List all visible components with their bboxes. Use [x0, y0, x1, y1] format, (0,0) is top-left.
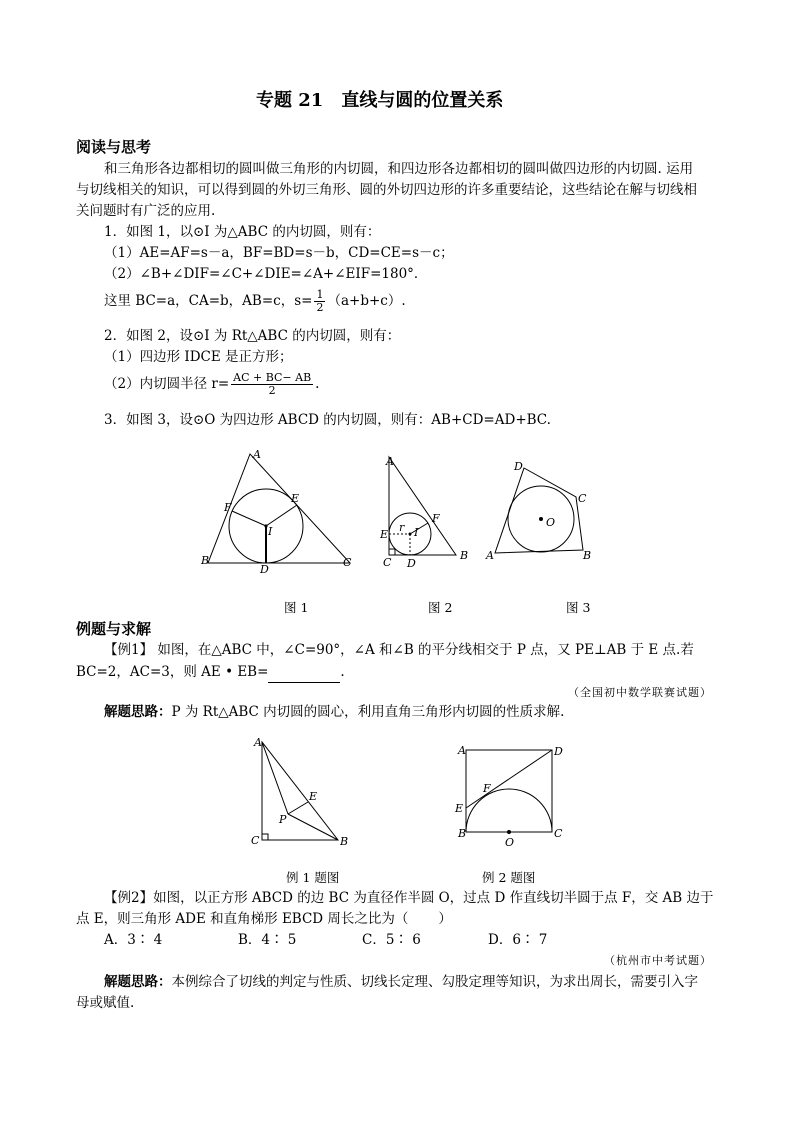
fig1-radius-f: [232, 511, 266, 526]
fig1-label-c: C: [343, 556, 352, 569]
fig3-label-o: O: [546, 516, 556, 529]
item-2-2: [104, 372, 319, 397]
fig3-label-a: A: [486, 549, 494, 562]
intro-line-2: 与切线相关的知识，可以得到圆的外切三角形、圆的外切四边形的许多重要结论，这些结论在解与切线相: [76, 182, 697, 198]
ex2-label-c: C: [554, 827, 563, 840]
fig2-triangle: [389, 457, 456, 555]
ex2-question: 点 E，则三角形 ADE 和直角梯形 EBCD 周长之比为（: [76, 911, 409, 927]
fig1-label-a: A: [253, 448, 261, 461]
ex2-square: [466, 750, 552, 832]
intro-line-1: 和三角形各边都相切的圆叫做三角形的内切圆，和四边形各边都相切的圆叫做四边形的内切圆. 运用: [104, 161, 694, 177]
ex2-hint-text: 本例综合了切线的判定与性质、切线长定理、勾股定理等知识，为求出周长，需要引入字: [171, 974, 698, 990]
item-3: 3．如图 3，设⊙O 为四边形 ABCD 的内切圆，则有：AB+CD=AD+BC.: [104, 412, 551, 428]
ex1-label-p: P: [279, 813, 287, 826]
ex2-option-c: C．5∶ 6: [362, 932, 421, 948]
fig3-label-b: B: [583, 549, 592, 562]
ex2-caption: 例 2 题图: [482, 870, 536, 885]
fig3-quadrilateral: [495, 468, 583, 553]
section-heading-examples: 例题与求解: [76, 620, 152, 638]
fraction-numerator: 1: [316, 288, 324, 301]
ex1-triangle: [262, 742, 338, 840]
ex1-question: BC=2，AC=3，则 AE • EB=: [76, 664, 269, 680]
ex1-hint: [104, 702, 564, 723]
fig2-label-d: D: [407, 557, 416, 570]
fraction-denominator: 2: [316, 301, 324, 314]
note-text-end: （a+b+c）.: [327, 293, 406, 309]
fig3-label-d: D: [514, 460, 523, 473]
fig3-center-dot: [539, 517, 543, 521]
ex1-bisector-b: [288, 814, 338, 840]
figure-1: [198, 446, 358, 576]
ex2-center-dot: [507, 830, 511, 834]
ex2-option-a: A．3∶ 4: [104, 932, 163, 948]
item-1-2: （2）∠B+∠DIF=∠C+∠DIE=∠A+∠EIF=180°．: [104, 266, 428, 282]
radius-fraction: [231, 372, 313, 397]
fig3-label-c: C: [578, 492, 587, 505]
fig1-label-b: B: [201, 554, 210, 567]
ex1-caption: 例 1 题图: [286, 870, 340, 885]
fig2-right-angle: [389, 549, 395, 555]
ex1-label-b: B: [340, 835, 349, 848]
fig2-label-e: E: [380, 528, 389, 541]
ex2-hint-line-2: 母或赋值.: [76, 995, 135, 1011]
figure-3: [482, 456, 602, 566]
fig2-label-b: B: [460, 549, 469, 562]
fig2-label-a: A: [386, 455, 394, 468]
fig2-center-dot: [409, 533, 412, 536]
fig1-label-i: I: [268, 525, 273, 538]
note-text: 这里 BC=a，CA=b，AB=c，s=: [104, 293, 313, 309]
ex1-perpendicular-pe: [288, 802, 308, 814]
intro-line-3: 关问题时有广泛的应用.: [76, 203, 216, 219]
ex2-question-end: ）: [438, 911, 452, 927]
ex2-line-2: [76, 909, 452, 930]
fig1-label-d: D: [260, 563, 269, 576]
ex2-source: （杭州市中考试题）: [604, 954, 712, 967]
fig2-label-r: r: [399, 521, 405, 534]
ex1-label-e: E: [309, 790, 318, 803]
fig2-caption: 图 2: [428, 600, 453, 615]
ex1-answer-blank: [268, 668, 340, 683]
ex2-semicircle: [466, 789, 552, 832]
fig3-caption: 图 3: [566, 600, 591, 615]
ex2-hint: [104, 972, 698, 993]
ex1-line-2: [76, 662, 345, 683]
ex2-line-1: 【例2】如图，以正方形 ABCD 的边 BC 为直径作半圆 O，过点 D 作直线切半圆于点 F，交 AB 边于: [104, 890, 714, 906]
radius-text-end: .: [315, 376, 320, 392]
ex2-option-d: D．6∶ 7: [488, 932, 548, 948]
fraction: [314, 289, 325, 314]
ex2-figure: [450, 736, 574, 850]
ex2-label-d: D: [554, 745, 563, 758]
ex2-hint-label: 解题思路：: [104, 974, 172, 990]
fig1-caption: 图 1: [284, 600, 309, 615]
fig1-label-e: E: [291, 492, 300, 505]
radius-numerator: AC + BC− AB: [233, 371, 312, 384]
fig1-label-f: F: [224, 501, 232, 514]
item-1: 1．如图 1，以⊙I 为△ABC 的内切圆，则有：: [104, 224, 381, 240]
radius-denominator: 2: [268, 384, 276, 397]
fig2-label-f: F: [432, 512, 440, 525]
ex2-tangent-de: [466, 750, 552, 808]
item-1-1: （1）AE=AF=s－a，BF=BD=s－b，CD=CE=s－c；: [104, 245, 454, 261]
ex1-hint-text: P 为 Rt△ABC 内切圆的圆心，利用直角三角形内切圆的性质求解.: [171, 704, 565, 720]
fig2-label-i: I: [414, 526, 419, 539]
ex1-hint-label: 解题思路：: [104, 704, 172, 720]
ex1-right-angle: [262, 834, 268, 840]
ex1-source: （全国初中数学联赛试题）: [568, 686, 712, 699]
item-1-note: [104, 289, 406, 314]
fig2-radius-f: [410, 523, 428, 534]
ex2-label-b: B: [458, 827, 467, 840]
ex2-label-e: E: [455, 802, 464, 815]
ex2-label-f: F: [483, 782, 491, 795]
ex1-label-c: C: [251, 834, 260, 847]
ex1-label-a: A: [254, 736, 262, 749]
item-2-1: （1）四边形 IDCE 是正方形；: [104, 349, 293, 365]
fig2-label-c: C: [383, 556, 392, 569]
page-title: 专题 21 直线与圆的位置关系: [256, 90, 504, 111]
radius-text: （2）内切圆半径 r=: [104, 376, 230, 392]
item-2: 2．如图 2，设⊙I 为 Rt△ABC 的内切圆，则有：: [104, 328, 401, 344]
ex1-question-end: .: [340, 664, 345, 680]
ex1-figure: [248, 734, 356, 850]
section-heading-reading: 阅读与思考: [76, 138, 152, 156]
ex2-label-a: A: [458, 744, 466, 757]
ex1-line-1: 【例1】 如图，在△ABC 中，∠C=90°，∠A 和∠B 的平分线相交于 P 点，又 PE⊥AB 于 E 点.若: [104, 642, 694, 658]
fig1-radius-e: [266, 505, 297, 526]
ex2-option-b: B．4∶ 5: [238, 932, 297, 948]
figure-2: [374, 452, 474, 570]
ex1-bisector-a: [262, 742, 288, 814]
ex2-label-o: O: [505, 836, 515, 849]
